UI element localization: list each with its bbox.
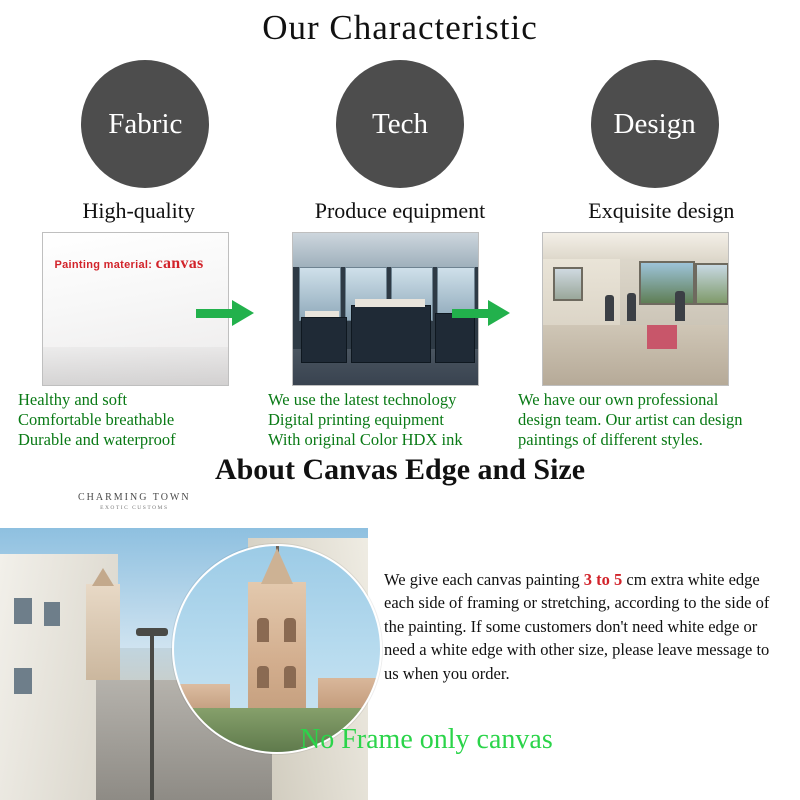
machine-shape [351,305,431,363]
feature-description-fabric [10,390,260,450]
description-line: Healthy and soft [18,390,128,409]
arrow-right-icon [452,300,510,326]
cart-shape [647,325,677,349]
canvas-material-prefix: Painting material: [54,259,153,271]
page-title: Our Characteristic [262,8,538,47]
brand-logo [78,492,191,511]
feature-circle-label: Fabric [108,107,183,140]
feature-captions-row [0,198,800,224]
printing-equipment-photo [292,232,479,386]
tower-window-shape [284,618,296,642]
feature-caption-fabric: High-quality [82,198,195,223]
feature-caption-tech: Produce equipment [314,198,486,223]
feature-descriptions-row [0,390,800,450]
description-line: With original Color HDX ink [268,430,463,450]
church-tower-shape [86,584,120,680]
section-title-canvas-edge: About Canvas Edge and Size [214,453,586,487]
no-frame-note: No Frame only canvas [300,724,553,755]
brand-tagline: EXOTIC CUSTOMS [100,505,169,511]
brand-name: CHARMING TOWN [78,492,191,503]
painting-shape [695,263,729,305]
description-line: We use the latest technology [268,390,457,409]
painting-shape [553,267,583,301]
painting-shape [639,261,695,305]
ceiling-shape [293,233,478,267]
feature-description-design [510,390,760,450]
photo-shadow [43,347,228,385]
tower-window-shape [257,666,269,688]
feature-caption-design: Exquisite design [588,198,735,223]
feature-circles-row [0,60,800,188]
feature-description-tech [260,390,510,450]
lamp-pole-shape [150,632,154,800]
tower-window-shape [257,618,269,642]
description-line: Digital printing equipment [268,410,444,430]
window-shape [44,602,60,626]
feature-circle-tech [336,60,464,188]
description-line: design team. Our artist can design [518,410,743,430]
person-shape [627,293,636,321]
paper-roll-shape [355,299,425,307]
extra-edge-highlight: 3 to 5 [583,570,623,589]
window-shape [14,668,32,694]
arrow-right-icon [196,300,254,326]
feature-photos-row [0,232,800,386]
feature-circle-fabric [81,60,209,188]
machine-shape [301,317,347,363]
description-line: Comfortable breathable [18,410,175,430]
description-line: We have our own professional [518,390,719,409]
canvas-material-label [55,255,204,273]
feature-circle-design [591,60,719,188]
canvas-material-word: canvas [155,255,204,272]
person-shape [605,295,614,321]
tower-window-shape [284,666,296,688]
description-part-2: cm extra white edge each side of framing or stretching, according to the side of the painting. If some customers don't need white edge or need a white edge with other size, please leave message to us when you order. [384,570,770,683]
window-shape [14,598,32,624]
tower-closeup-photo [172,544,382,754]
canvas-edge-section [0,528,800,800]
ceiling-shape [543,233,728,259]
floor-shape [543,325,728,385]
feature-circle-label: Tech [372,107,428,140]
paper-roll-shape [305,311,339,317]
description-line: Durable and waterproof [18,430,176,450]
description-part-1: We give each canvas painting [384,570,584,589]
feature-circle-label: Design [613,107,696,140]
canvas-edge-description [384,568,784,685]
photo-cell-design [510,232,760,386]
person-shape [675,291,685,321]
description-line: paintings of different styles. [518,430,703,450]
design-studio-photo [542,232,729,386]
